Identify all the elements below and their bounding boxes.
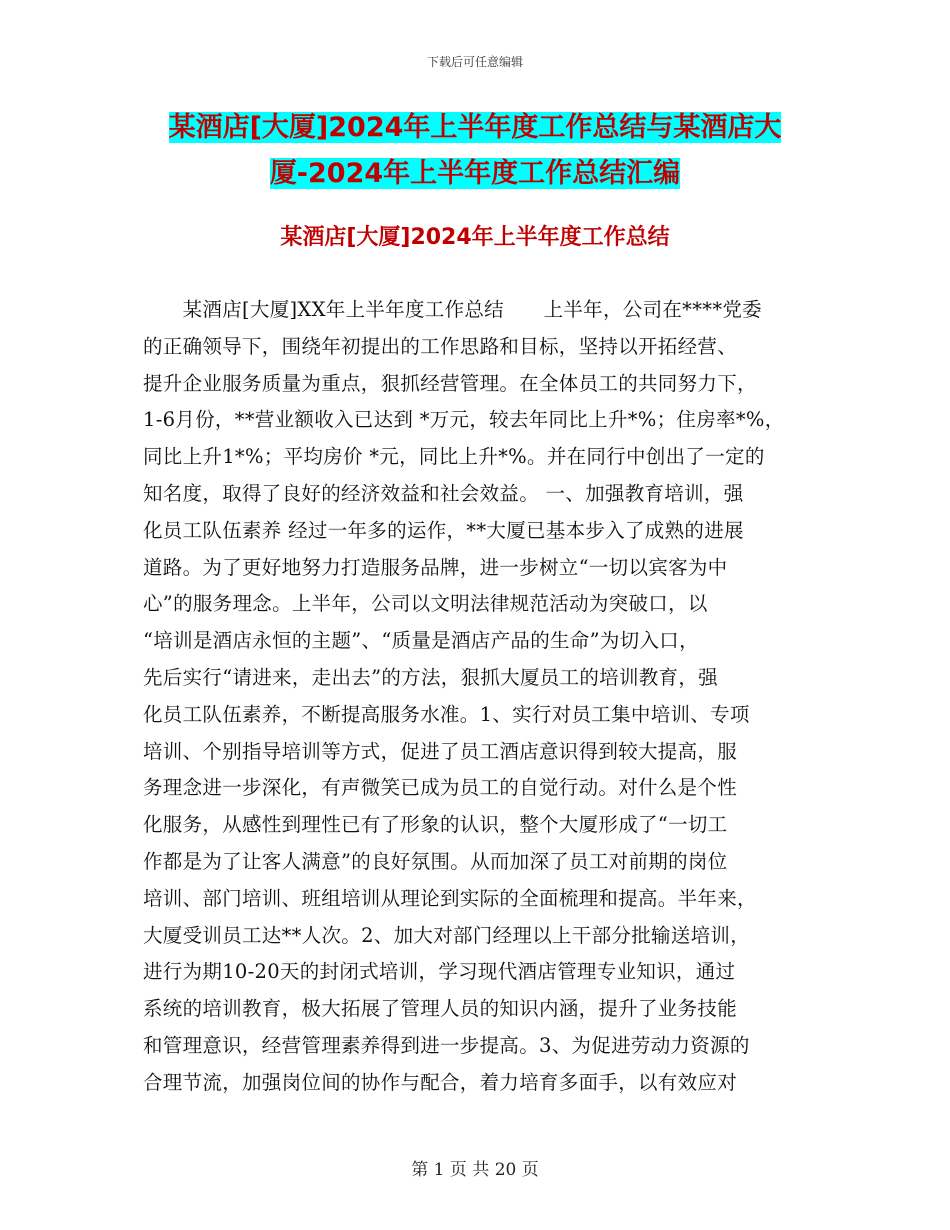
section-title: 某酒店[大厦]2024年上半年度工作总结 [280,225,670,250]
page-footer: 第 1 页 共 20 页 [411,1160,539,1180]
body-line: 化员工队伍素养 经过一年多的运作，**大厦已基本步入了成熟的进展 [143,518,744,542]
body-line: 培训、个别指导培训等方式，促进了员工酒店意识得到较大提高，服 [143,739,738,763]
body-line: 化员工队伍素养，不断提高服务水准。1、实行对员工集中培训、专项 [143,702,750,726]
document-title-line-1 [0,105,950,151]
body-line: “培训是酒店永恒的主题”、“质量是酒店产品的生命”为切入口， [143,629,699,653]
body-line: 提升企业服务质量为重点，狠抓经营管理。在全体员工的共同努力下， [143,371,757,395]
body-line: 合理节流，加强岗位间的协作与配合，着力培育多面手，以有效应对 [143,1070,738,1094]
document-title [0,105,950,197]
body-line: 某酒店[大厦]XX年上半年度工作总结 上半年，公司在****党委 [143,298,762,321]
body-line: 务理念进一步深化，有声微笑已成为员工的自觉行动。对什么是个性 [143,776,738,800]
body-line: 大厦受训员工达**人次。2、加大对部门经理以上干部分批输送培训， [143,923,751,947]
document-title-line-2 [0,151,950,197]
title-highlight-1: 某酒店[大厦]2024年上半年度工作总结与某酒店大 [168,112,782,143]
body-line: 1-6月份，**营业额收入已达到 *万元，较去年同比上升*%；住房率*%， [143,408,785,432]
body-line: 的正确领导下，围绕年初提出的工作思路和目标，坚持以开拓经营、 [143,334,738,358]
title-highlight-2: 厦-2024年上半年度工作总结汇编 [269,158,681,189]
body-line: 先后实行“请进来，走出去”的方法，狠抓大厦员工的培训教育，强 [143,665,718,689]
body-line: 进行为期10-20天的封闭式培训，学习现代酒店管理专业知识，通过 [143,960,736,984]
body-line: 同比上升1*%；平均房价 *元，同比上升*%。并在同行中创出了一定的 [143,445,765,469]
body-line: 化服务，从感性到理性已有了形象的认识，整个大厦形成了“一切工 [143,813,728,837]
body-text [143,292,833,1102]
body-line: 心”的服务理念。上半年，公司以文明法律规范活动为突破口，以 [143,592,708,616]
body-line: 培训、部门培训、班组培训从理论到实际的全面梳理和提高。半年来， [143,886,757,910]
body-line: 作都是为了让客人满意”的良好氛围。从而加深了员工对前期的岗位 [143,849,728,873]
body-line: 和管理意识，经营管理素养得到进一步提高。3、为促进劳动力资源的 [143,1033,750,1057]
body-line: 系统的培训教育，极大拓展了管理人员的知识内涵，提升了业务技能 [143,997,738,1021]
body-line: 道路。为了更好地努力打造服务品牌，进一步树立“一切以宾客为中 [143,555,728,579]
page-header-note: 下载后可任意编辑 [426,55,523,69]
body-line: 知名度，取得了良好的经济效益和社会效益。 一、加强教育培训，强 [143,481,744,505]
